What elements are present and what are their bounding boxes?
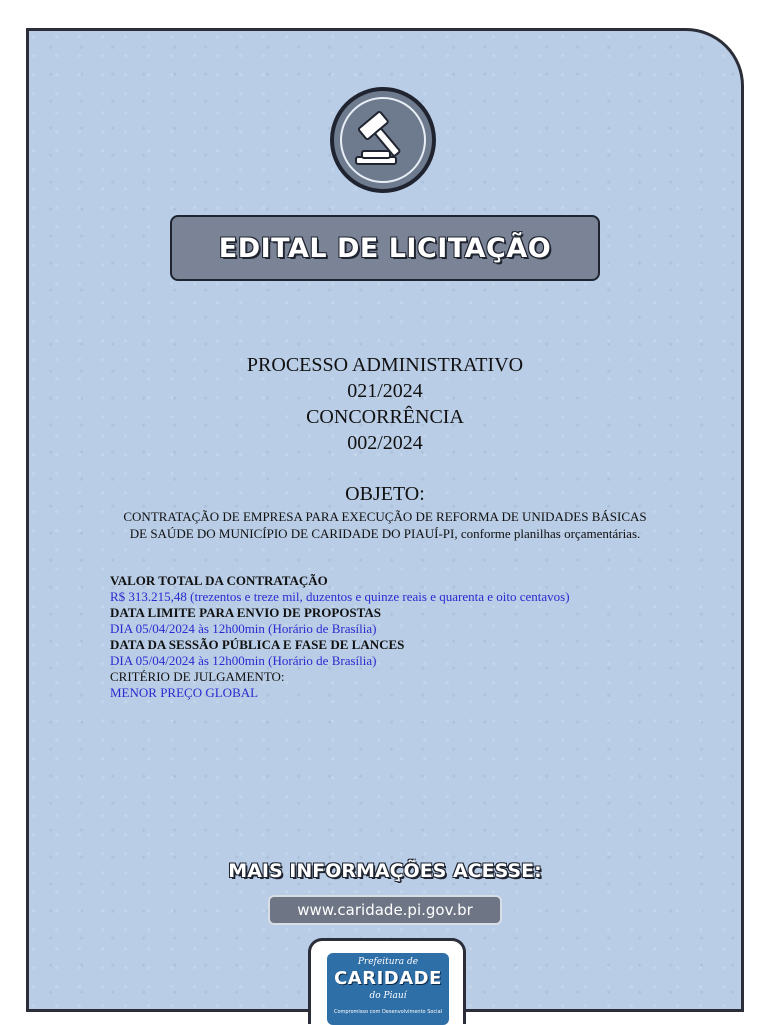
- sessao-value: DIA 05/04/2024 às 12h00min (Horário de Brasília): [110, 653, 377, 668]
- gavel-icon: [334, 91, 432, 189]
- data-limite-label: DATA LIMITE PARA ENVIO DE PROPOSTAS: [110, 605, 381, 620]
- data-limite-value: DIA 05/04/2024 às 12h00min (Horário de Brasília): [110, 621, 377, 636]
- criterio-label: CRITÉRIO DE JULGAMENTO:: [110, 669, 285, 684]
- modalidade-label: CONCORRÊNCIA: [306, 406, 464, 428]
- title-banner: [170, 215, 600, 281]
- logo-tab: [308, 938, 466, 1024]
- website-url[interactable]: www.caridade.pi.gov.br: [297, 901, 473, 919]
- logo-slogan: Compromisso com Desenvolvimento Social: [333, 1009, 443, 1015]
- logo-sub-text: do Piauí: [369, 991, 407, 1001]
- sessao-label: DATA DA SESSÃO PÚBLICA E FASE DE LANCES: [110, 637, 405, 652]
- valor-value: R$ 313.215,48 (trezentos e treze mil, duzentos e quinze reais e quarenta e oito centavos): [110, 589, 570, 604]
- page-title: EDITAL DE LICITAÇÃO: [218, 232, 552, 264]
- processo-number: 021/2024: [347, 380, 423, 402]
- prefeitura-logo: [327, 953, 449, 1025]
- objeto-text: CONTRATAÇÃO DE EMPRESA PARA EXECUÇÃO DE REFORMA DE UNIDADES BÁSICAS DE SAÚDE DO MUNICÍPIO DE CARIDADE DO PIAUÍ-PI, conforme planilhas orçamentárias.: [123, 509, 647, 541]
- modalidade-number: 002/2024: [347, 432, 423, 454]
- website-link[interactable]: [268, 895, 502, 925]
- processo-block: [170, 352, 600, 456]
- info-block: [110, 573, 680, 701]
- gavel-seal: [330, 87, 436, 193]
- processo-label: PROCESSO ADMINISTRATIVO: [246, 354, 524, 376]
- valor-label: VALOR TOTAL DA CONTRATAÇÃO: [110, 573, 328, 588]
- logo-top-text: Prefeitura de: [357, 957, 419, 967]
- mais-info-heading: MAIS INFORMAÇÕES ACESSE:: [228, 860, 542, 882]
- logo-main-text: CARIDADE: [334, 968, 442, 989]
- objeto-title: OBJETO:: [345, 483, 425, 505]
- criterio-value: MENOR PREÇO GLOBAL: [110, 685, 259, 700]
